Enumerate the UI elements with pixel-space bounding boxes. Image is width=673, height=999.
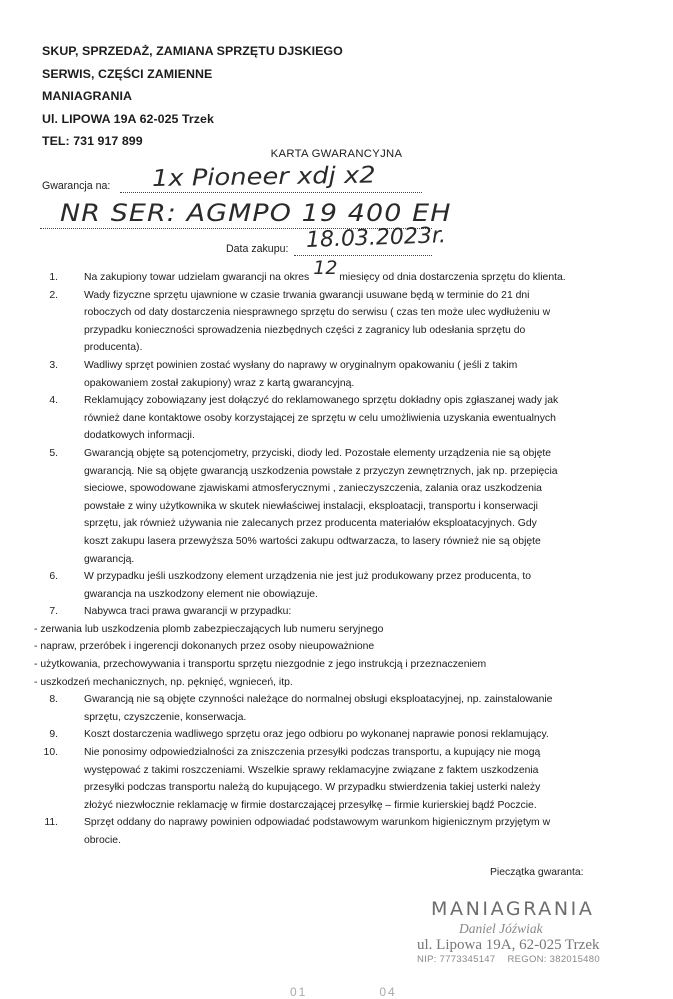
term-item bbox=[34, 603, 634, 691]
header-address: Ul. LIPOWA 19A 62-025 Trzek bbox=[42, 111, 214, 126]
term-number: 2. bbox=[49, 289, 58, 301]
term-item bbox=[34, 568, 634, 603]
stamp-nip: NIP: 7773345147 bbox=[417, 954, 496, 965]
term-text: miesięcy od dnia dostarczenia sprzętu do klienta. bbox=[339, 272, 566, 283]
stamp-company-name: MANIAGRANIA bbox=[431, 898, 595, 920]
stamp-label: Pieczątka gwaranta: bbox=[490, 867, 584, 878]
term-item bbox=[34, 357, 634, 392]
header-business-line: SKUP, SPRZEDAŻ, ZAMIANA SPRZĘTU DJSKIEGO bbox=[42, 44, 343, 58]
term-text: Na zakupiony towar udzielam gwarancji na okres bbox=[84, 272, 310, 283]
document-title: KARTA GWARANCYJNA bbox=[270, 148, 403, 160]
term-line: roboczych od daty dostarczenia niesprawnego sprzętu do serwisu ( czas ten może ulec wydłużeniu w bbox=[84, 307, 551, 319]
term-bullet-line: - zerwania lub uszkodzenia plomb zabezpieczających lub numeru seryjnego bbox=[34, 623, 384, 635]
term-number: 5. bbox=[49, 447, 58, 459]
guarantee-dotted-line bbox=[120, 192, 422, 193]
company-header bbox=[42, 40, 343, 153]
term-number: 10. bbox=[43, 747, 58, 759]
term-bullet-line: - użytkowania, przechowywania i transportu sprzętu niezgodnie z jego instrukcją i przeznaczeniem bbox=[34, 659, 487, 671]
term-line: koszt zakupu lasera przewyższa 50% wartości zakupu odtwarzacza, to lasery również nie są objęte bbox=[84, 535, 541, 547]
guarantee-label: Gwarancja na: bbox=[42, 180, 111, 192]
term-number: 11. bbox=[44, 817, 58, 829]
stamp-address: ul. Lipowa 19A, 62-025 Trzek bbox=[417, 937, 600, 953]
stamp-regon: REGON: 382015480 bbox=[507, 954, 600, 965]
term-number: 1. bbox=[49, 272, 58, 283]
page-footer-marks bbox=[290, 985, 469, 999]
term-line: Wadliwy sprzęt powinien zostać wysłany do naprawy w oryginalnym opakowaniu ( jeśli z takim bbox=[84, 359, 518, 371]
term-number: 8. bbox=[49, 694, 58, 706]
term-number: 9. bbox=[49, 729, 58, 741]
term-line: przypadku konieczności sprowadzenia niezbędnych części z zagranicy lub odesłania sprzętu do bbox=[84, 324, 526, 336]
term-number: 3. bbox=[49, 359, 58, 371]
term-line: również dane kontaktowe osoby korzystającej ze sprzętu w celu umożliwienia uzyskania ewentualnych bbox=[84, 412, 556, 424]
serial-handwritten-value: NR SER: AGMPO 19 400 EH bbox=[60, 199, 452, 227]
term-item bbox=[34, 744, 634, 814]
term-item bbox=[34, 287, 634, 357]
purchase-date-dotted-line bbox=[294, 255, 432, 256]
term-number: 7. bbox=[49, 606, 58, 618]
footer-left-mark: 01 bbox=[290, 985, 308, 999]
term-line: złożyć niezwłocznie reklamację w firmie dostarczającej przesyłkę – firmie kurierskiej bądź Poczcie. bbox=[84, 799, 537, 811]
term-line: gwarancją. bbox=[84, 553, 135, 565]
term-line: producenta). bbox=[84, 342, 143, 354]
term-line: występować z takimi roszczeniami. Wszelkie sprawy reklamacyjne związane z faktem uszkodzenia bbox=[84, 764, 539, 776]
stamp-person-name: Daniel Jóźwiak bbox=[459, 921, 543, 936]
term-line: gwarancja na uszkodzony element nie obowiązuje. bbox=[84, 588, 318, 600]
term-line: Reklamujący zobowiązany jest dołączyć do reklamowanego sprzętu dokładny opis zgłaszanej wady jak bbox=[84, 395, 559, 407]
guarantee-handwritten-value: 1x Pioneer xdj x2 bbox=[151, 162, 376, 192]
term-bullet-line: - uszkodzeń mechanicznych, np. pęknięć, wgnieceń, itp. bbox=[34, 676, 293, 688]
term-line: opakowaniem został zakupiony) wraz z kartą gwarancyjną. bbox=[84, 377, 355, 389]
term-number: 4. bbox=[49, 395, 58, 407]
term-item bbox=[34, 691, 634, 726]
header-phone: TEL: 731 917 899 bbox=[42, 134, 143, 149]
term-item bbox=[34, 445, 634, 568]
term-line: sieciowe, spowodowane zjawiskami atmosferycznymi , zanieczyszczenia, zalania oraz uszkodzenia bbox=[84, 483, 542, 495]
warranty-months-handwritten: 12 bbox=[313, 257, 338, 279]
company-stamp bbox=[409, 898, 637, 965]
header-company-name: MANIAGRANIA bbox=[42, 89, 133, 104]
term-line: W przypadku jeśli uszkodzony element urządzenia nie jest już produkowany przez producenta, to bbox=[84, 571, 532, 583]
footer-right-mark: 04 bbox=[379, 985, 397, 999]
term-line: gwarancją. Nie są objęte gwarancją uszkodzenia powstałe z przyczyn zewnętrznych, jak np. przepięcia bbox=[84, 465, 558, 477]
warranty-terms-list bbox=[34, 257, 634, 850]
term-line: dodatkowych informacji. bbox=[84, 430, 195, 442]
term-line: Wady fizyczne sprzętu ujawnione w czasie trwania gwarancji usuwane będą w terminie do 21 dni bbox=[84, 289, 530, 301]
purchase-date-label: Data zakupu: bbox=[226, 243, 289, 255]
term-bullet-line: - napraw, przeróbek i ingerencji dokonanych przez osoby nieupoważnione bbox=[34, 641, 375, 653]
term-line: sprzętu, czyszczenie, konserwacja. bbox=[84, 711, 247, 723]
term-line: Gwarancją nie są objęte czynności należące do normalnej obsługi eksploatacyjnej, np. zainstalowanie bbox=[84, 694, 553, 706]
term-line: Nabywca traci prawa gwarancji w przypadku: bbox=[84, 606, 292, 618]
term-line: Koszt dostarczenia wadliwego sprzętu oraz jego odbioru po wykonanej naprawie ponosi reklamujący. bbox=[84, 729, 549, 741]
term-line: obrocie. bbox=[84, 835, 121, 846]
term-line: sprzętu, jak również używania nie zalecanych przez producenta materiałów eksploatacyjnych. Gdy bbox=[84, 518, 537, 530]
term-line: Gwarancją objęte są potencjometry, przyciski, diody led. Pozostałe elementy urządzenia nie są objęte bbox=[84, 447, 552, 459]
term-number: 6. bbox=[49, 571, 58, 583]
purchase-date-handwritten-value: 18.03.2023r. bbox=[305, 223, 447, 253]
term-line: Sprzęt oddany do naprawy powinien odpowiadać podstawowym warunkom higienicznym przyjętym w bbox=[84, 817, 551, 829]
term-line: przesyłki podczas transportu należą do kupującego. W przypadku stwierdzenia takiej usterki należy bbox=[84, 782, 541, 794]
term-item bbox=[34, 392, 634, 445]
term-line: powstałe z winy użytkownika w skutek niewłaściwej instalacji, eksploatacji, transportu i konserwacji bbox=[84, 500, 538, 512]
term-item bbox=[34, 726, 634, 744]
header-service-line: SERWIS, CZĘŚCI ZAMIENNE bbox=[42, 66, 213, 81]
term-item bbox=[34, 814, 634, 849]
term-item bbox=[34, 257, 634, 287]
term-line: Nie ponosimy odpowiedzialności za zniszczenia przesyłki podczas transportu, a kupujący nie mogą bbox=[84, 747, 541, 759]
